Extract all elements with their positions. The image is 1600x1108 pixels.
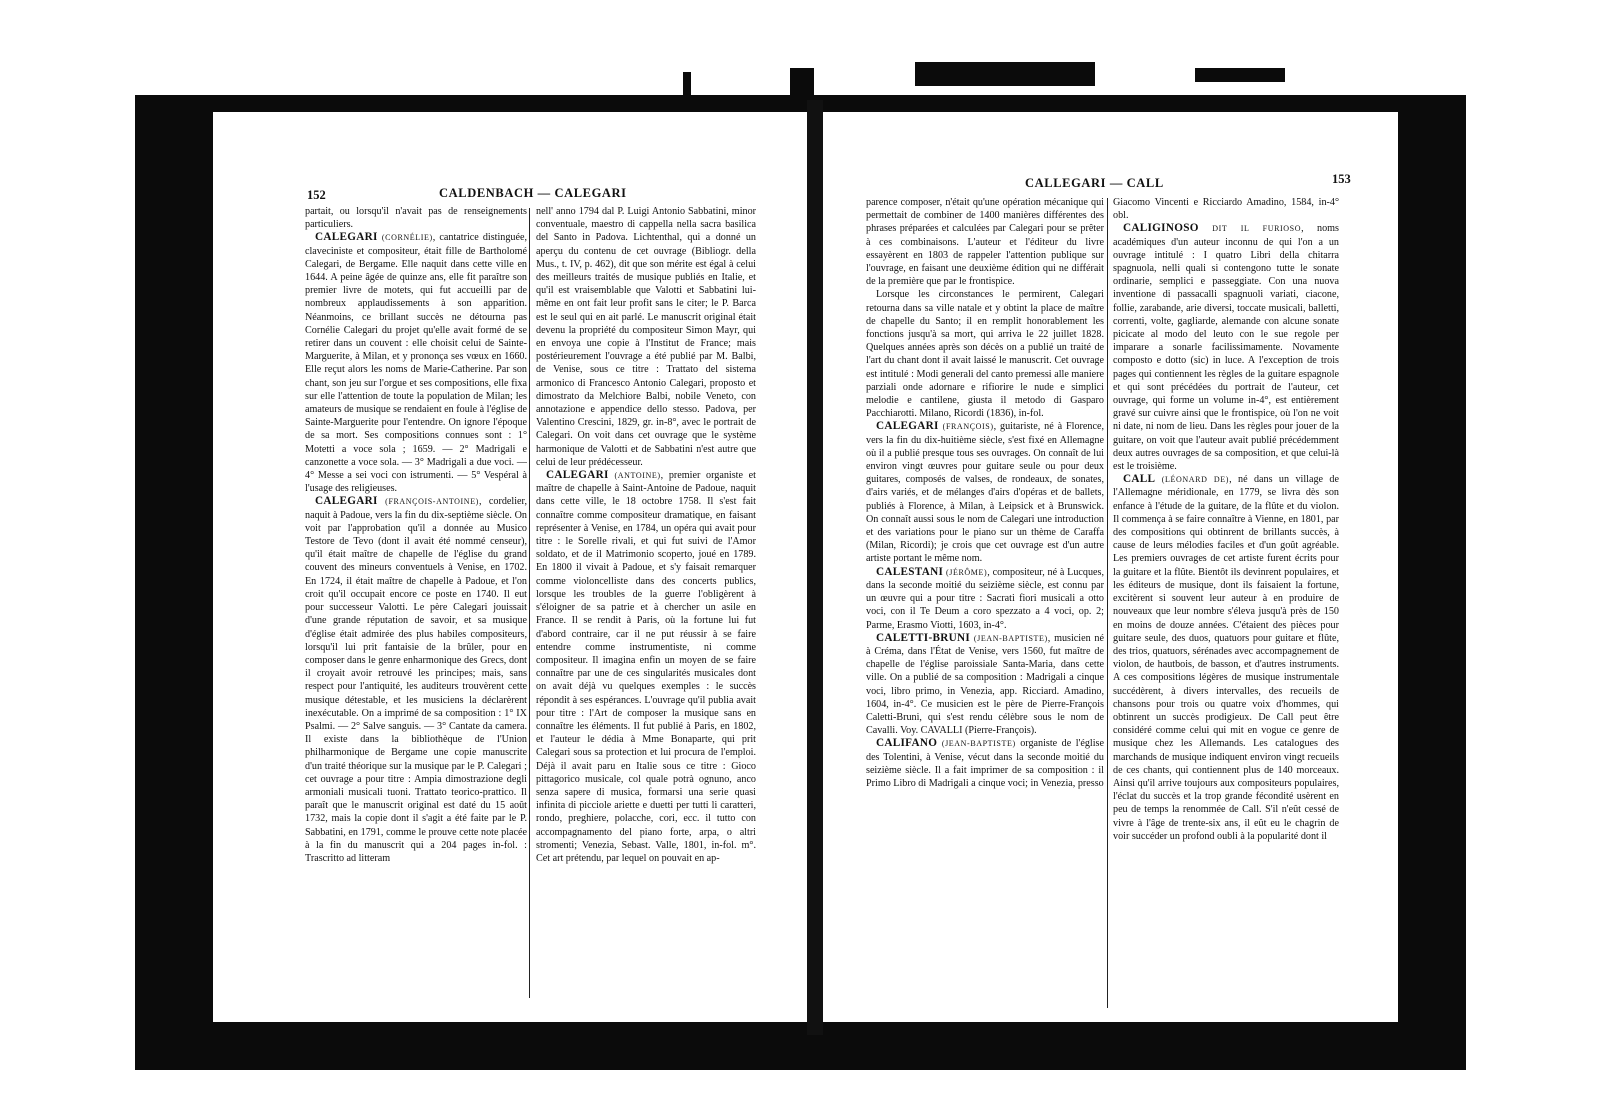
entry-name: (FRANÇOIS) [938, 422, 994, 432]
page-tab-far-right [1195, 68, 1285, 82]
entry-name: (ANTOINE) [608, 471, 661, 481]
book-shadow-right [1398, 95, 1466, 1070]
dictionary-entry [536, 469, 756, 865]
entry-headword: CALIGINOSO [1123, 222, 1199, 235]
entry-text: , né dans un village de l'Allemagne méridionale, en 1779, se livra dès son enfance à l'étude de la guitare, de la flûte et du violon. Il commença à se faire connaître à Vienne, en 1801, par des compositions qui obtinrent de brillants succès, à cause de leurs mélodies faciles et d'un goût agréable. Les premiers ouvrages de cet artiste furent écrits pour la guitare et la flûte. Bientôt ils devinrent populaires, et les éditeurs de musique, dont ils faisaient la fortune, excitèrent si souvent leur auteur à en produire de nouveaux que leur nombre s'éleva jusqu'à près de 150 en moins de douze années. C'étaient des pièces pour guitare seule, des duos, quatuors pour guitare et flûte, des trios, quatuors, sérénades avec accompagnement de violon, de hautbois, de basson, et d'autres instruments. A ces compositions légères de musique instrumentale succédèrent, à divers intervalles, des recueils de chansons pour trois ou quatre voix d'hommes, qui obtinrent un succès prodigieux. De Call peut être considéré comme celui qui mit en vogue ce genre de musique chez les Allemands. Les catalogues des marchands de musique indiquent environ vingt recueils de ces chants, qui contiennent plus de 140 morceaux. Ainsi qu'il arrive toujours aux compositeurs populaires, l'éclat du succès et la trop grande fécondité usèrent en peu de temps la renommée de Call. S'il n'eût cessé de vivre à l'âge de trente-six ans, il eût eu le chagrin de voir succéder un profond oubli à la popularité dont il [1113, 474, 1339, 842]
entry-headword: CALEGARI [546, 469, 609, 482]
entry-text: , premier organiste et maître de chapelle à Saint-Antoine de Padoue, naquit dans cette ville, le 18 octobre 1758. Il s'est fait connaître comme compositeur dramatique, en faisant représenter à Venise, en 1784, un opéra qui avait pour titre : le Sorelle rivali, et qui fut suivi de l'Amor soldato, et de il Matrimonio scoperto, joué en 1789. En 1800 il vivait à Padoue, et s'y faisait remarquer comme violoncelliste dans des concerts publics, lorsque les troubles de la guerre l'obligèrent à s'éloigner de sa patrie et à chercher un asile en France. Il se rendit à Paris, où la fortune lui fut d'abord contraire, car il ne put réussir à se faire entendre comme instrumentiste, ni comme compositeur. Il imagina enfin un moyen de se faire connaître par une de ces singularités musicales dont on avait déjà vu quelques exemples : le succès répondit à ses espérances. L'ouvrage qu'il publia avait pour titre : l'Art de composer la musique sans en connaître les éléments. Il fut publié à Paris, en 1802, et l'auteur le dédia à Mme Bonaparte, qui prit Calegari sous sa protection et lui procura de l'emploi. Déjà il avait paru en Italie sous ce titre : Gioco pittagorico musicale, col quale potrà ognuno, anco senza sapere di musica, formarsi una serie quasi infinita di picciole ariette e duetti per tutti li caratteri, rondo, preghiere, polacche, cori, ecc. il tutto con accompagnamento del piano forte, arpa, o altri stromenti; Venezia, Sebast. Valle, 1801, in-fol. m°. Cet art prétendu, par lequel on pouvait en ap- [536, 470, 756, 864]
entry-headword: CALESTANI [876, 565, 944, 578]
page-tab-right [915, 62, 1095, 86]
dictionary-entry [1113, 222, 1339, 473]
entry-name: (JÉRÔME) [943, 567, 988, 577]
dictionary-entry [866, 566, 1104, 632]
entry-name: (CORNÉLIE) [377, 233, 433, 243]
entry-name: (JEAN-BAPTISTE) [937, 739, 1016, 749]
left-column-2 [536, 205, 756, 1005]
entry-headword: CALL [1123, 473, 1156, 486]
entry-text: , noms académiques d'un auteur inconnu de qui l'on a un ouvrage intitulé : I quatro Libri della chitarra spagnuola, nelli quali si contengono tutte le sonate ordinarie, semplici e passeggiate. Con una nuova inventione di passacalli spagnuoli variati, ciacone, follie, zarabande, arie diversi, toccate musicali, balletti, correnti, volte, gagliarde, alemande con alcune sonate picicate al modo del leuto con le sue regole per imparare a sonarle facilissimamente. Novamente composto e dotto (sic) in luce. A l'exception de trois pages qui contiennent les règles de la guitare espagnole et qui sont précédées du portrait de l'auteur, cet ouvrage, qui forme un volume in-4°, est entièrement gravé sur cuivre ainsi que le frontispice, où l'on ne voit ni date, ni nom de lieu. Dans les règles pour jouer de la guitare, on voit que l'auteur avait publié précédemment deux autres ouvrages de sa composition, et que celui-là est le troisième. [1113, 223, 1339, 473]
entry-name: DIT IL FURIOSO [1198, 224, 1302, 234]
right-column-2 [1113, 196, 1339, 1022]
column-rule [1107, 198, 1108, 1008]
right-page [823, 112, 1398, 1022]
column-rule [529, 208, 530, 998]
continued-text: partait, ou lorsqu'il n'avait pas de renseignements particuliers. [305, 206, 527, 231]
running-header: CALDENBACH — CALEGARI [439, 186, 627, 200]
entry-text: , cantatrice distinguée, claveciniste et compositeur, était fille de Bartholomé Calegari, de Bergame. Elle naquit dans cette ville en 1644. A peine âgée de quinze ans, elle fit paraître son premier livre de motets, qui fut accueilli par de nombreux applaudissements à son apparition. Néanmoins, ce brillant succès ne détourna pas Cornélie Calegari du projet qu'elle avait formé de se retirer dans un couvent : elle choisit celui de Sainte-Marguerite, à Milan, et y prononça ses vœux en 1660. Elle reçut alors les noms de Marie-Catherine. Par son chant, son jeu sur l'orgue et ses compositions, elle fixa sur elle l'attention de toute la population de Milan; les amateurs de musique se rendaient en foule à l'église de Sainte-Marguerite pour l'entendre. On ignore l'époque de sa mort. Ses compositions connues sont : 1° Motetti a voce sola ; 1659. — 2° Madrigali e canzonette a voce sola. — 3° Madrigali a due voci. — 4° Messe a sei voci con istrumenti. — 5° Vespéral à l'usage des religieuses. [305, 232, 527, 495]
entry-headword: CALETTI-BRUNI [876, 631, 971, 644]
continued-text: Lorsque les circonstances le permirent, Calegari retourna dans sa ville natale et y obtint la place de maître de chapelle du Santo; il en remplit honorablement les fonctions jusqu'à sa mort, qui arriva le 22 juillet 1828. Quelques années après son décès on a publié un traité de l'art du chant dont il avait laissé le manuscrit. Cet ouvrage est intitulé : Modi generali del canto premessi alle maniere parziali onde adornare e rifiorire le nude e simplici melodie e cantilene, giusta il metodo di Gasparo Pacchiarotti. Milano, Ricordi (1836), in-fol. [866, 289, 1104, 420]
entry-headword: CALIFANO [876, 737, 938, 750]
entry-headword: CALEGARI [876, 420, 939, 433]
dictionary-entry [305, 231, 527, 495]
book-shadow-bottom [170, 1020, 1440, 1070]
dictionary-entry [866, 632, 1104, 738]
entry-text: , compositeur, né à Lucques, dans la seconde moitié du seizième siècle, est connu par un œuvre qui a pour titre : Sacrati fiori musicali a otto voci, con il Te Deum a coro spezzato a 4 voci, op. 2; Parme, Erasmo Viotti, 1603, in-4°. [866, 566, 1104, 631]
entry-name: (FRANÇOIS-ANTOINE) [377, 497, 479, 507]
entry-text: , guitariste, né à Florence, vers la fin du dix-huitième siècle, s'est fixé en Allemagne où il a publié presque tous ses ouvrages. On connaît de lui environ vingt œuvres pour guitare seule ou pour deux guitares, composés de valses, de rondeaux, de sonates, d'airs variés, et de mélanges d'airs d'opéras et de ballets, publiés à Florence, à Milan, à Leipsick et à Brunswick. On connaît aussi sous le nom de Calegari une introduction et des variations pour le piano sur un thème de Caraffa (Milan, Ricordi); je crois que cet ouvrage est d'un autre artiste portant le même nom. [866, 421, 1104, 565]
entry-headword: CALEGARI [315, 495, 378, 508]
entry-text: , cordelier, naquit à Padoue, vers la fin du dix-septième siècle. On voit par l'approbation qu'il a donnée au Musico Testore de Tevo (dont il avait été nommé censeur), qu'il était maître de chapelle de l'église du grand couvent des mineurs conventuels à Venise, en 1702. En 1724, il était maître de chapelle à Padoue, et l'on croit qu'il occupait encore ce poste en 1740. Il eut pour successeur Valotti. Le père Calegari jouissait d'une grande réputation de savoir, et sa musique d'église était admirée des plus habiles compositeurs, lorsqu'il lui prit fantaisie de la brûler, pour en composer dans le genre enharmonique des Grecs, dont il croyait avoir retrouvé les principes; mais, sans respect pour l'antiquité, les auditeurs trouvèrent cette musique détestable, et les musiciens la déclarèrent inexécutable. On a imprimé de sa composition : 1° IX Psalmi. — 2° Salve sanguis. — 3° Cantate da camera. Il existe dans la bibliothèque de l'Union philharmonique de Bergame une copie manuscrite d'un traité théorique sur la musique par le P. Calegari ; cet ouvrage a pour titre : Ampia dimostrazione degli armoniali musicali tuoni. Trattato teorico-prattico. Il paraît que le manuscrit original est daté du 15 août 1732, mais la copie dont il s'agit a été faite par le P. Sabbatini, en 1791, comme le prouve cette note placée à la fin du manuscrit qui a 204 pages in-fol. : Trascritto ad litteram [305, 496, 527, 864]
left-page [213, 112, 809, 1022]
page-number: 152 [307, 188, 326, 202]
left-column-1 [305, 205, 527, 1005]
continued-text: Giacomo Vincenti e Ricciardo Amadino, 1584, in-4° obl. [1113, 197, 1339, 222]
entry-text: organiste de l'église des Tolentini, à Venise, vécut dans la seconde moitié du seizième siècle. Il a fait imprimer de sa composition : il Primo Libro di Madrigali a cinque voci; in Venezia, presso [866, 738, 1104, 789]
dictionary-entry [866, 420, 1104, 565]
running-header: CALLEGARI — CALL [1025, 176, 1164, 190]
book-spine [807, 100, 823, 1035]
entry-headword: CALEGARI [315, 231, 378, 244]
page-number: 153 [1332, 172, 1351, 186]
dictionary-entry [866, 737, 1104, 790]
right-column-1 [866, 196, 1104, 1022]
book-shadow-left [135, 95, 213, 1070]
continued-text: nell' anno 1794 dal P. Luigi Antonio Sabbatini, minor conventuale, maestro di cappella nella sacra basilica del Santo in Padova. Lichtenthal, qui a donné un aperçu du contenu de cet ouvrage (Bibliogr. della Mus., t. IV, p. 462), dit que son mérite est égal à celui des meilleurs traités de musique publiés en Italie, et qu'il est vraisemblable que Valotti et Sabbatini lui-même en ont fait leur profit sans le citer; le P. Barca est le seul qui en ait parlé. Le manuscrit original était devenu la propriété du compositeur Simon Mayr, qui en envoya une copie à l'Institut de France; mais postérieurement l'ouvrage a été publié par M. Balbi, de Venise, sous ce titre : Trattato del sistema armonico di Francesco Antonio Calegari, proposto et dimostrato da Melchiore Balbi, nobile Veneto, con annotazione e appendice dello stesso. Padova, per Valentino Crescini, 1829, gr. in-8°, avec le portrait de Calegari. On voit dans cet ouvrage que le système harmonique de Valotti et de Sabbatini n'est autre que celui de leur prédécesseur. [536, 206, 756, 468]
continued-text: parence composer, n'était qu'une opération mécanique qui permettait de combiner de 1400 manières différentes des phrases préparées et calculées par Calegari pour se prêter à ces combinaisons. L'auteur et l'éditeur du livre essayèrent en 1803 de rappeler l'attention publique sur l'ouvrage, en faisant une deuxième édition qui ne différait de la première que par le frontispice. [866, 197, 1104, 288]
entry-text: , musicien né à Créma, dans l'État de Venise, vers 1560, fut maître de chapelle de l'église paroissiale Santa-Maria, dans cette ville. On a publié de sa composition : Madrigali a cinque voci, libro primo, in Venezia, app. Ricciard. Amadino, 1604, in-4°. Ce musicien est le père de Pierre-François Caletti-Bruni, qui s'est rendu célèbre sous le nom de Cavalli. Voy. CAVALLI (Pierre-François). [866, 632, 1104, 737]
entry-name: (LÉONARD DE) [1155, 475, 1230, 485]
entry-name: (JEAN-BAPTISTE) [970, 633, 1048, 643]
dictionary-entry [305, 495, 527, 865]
dictionary-entry [1113, 473, 1339, 843]
page-tab-left [683, 72, 691, 104]
